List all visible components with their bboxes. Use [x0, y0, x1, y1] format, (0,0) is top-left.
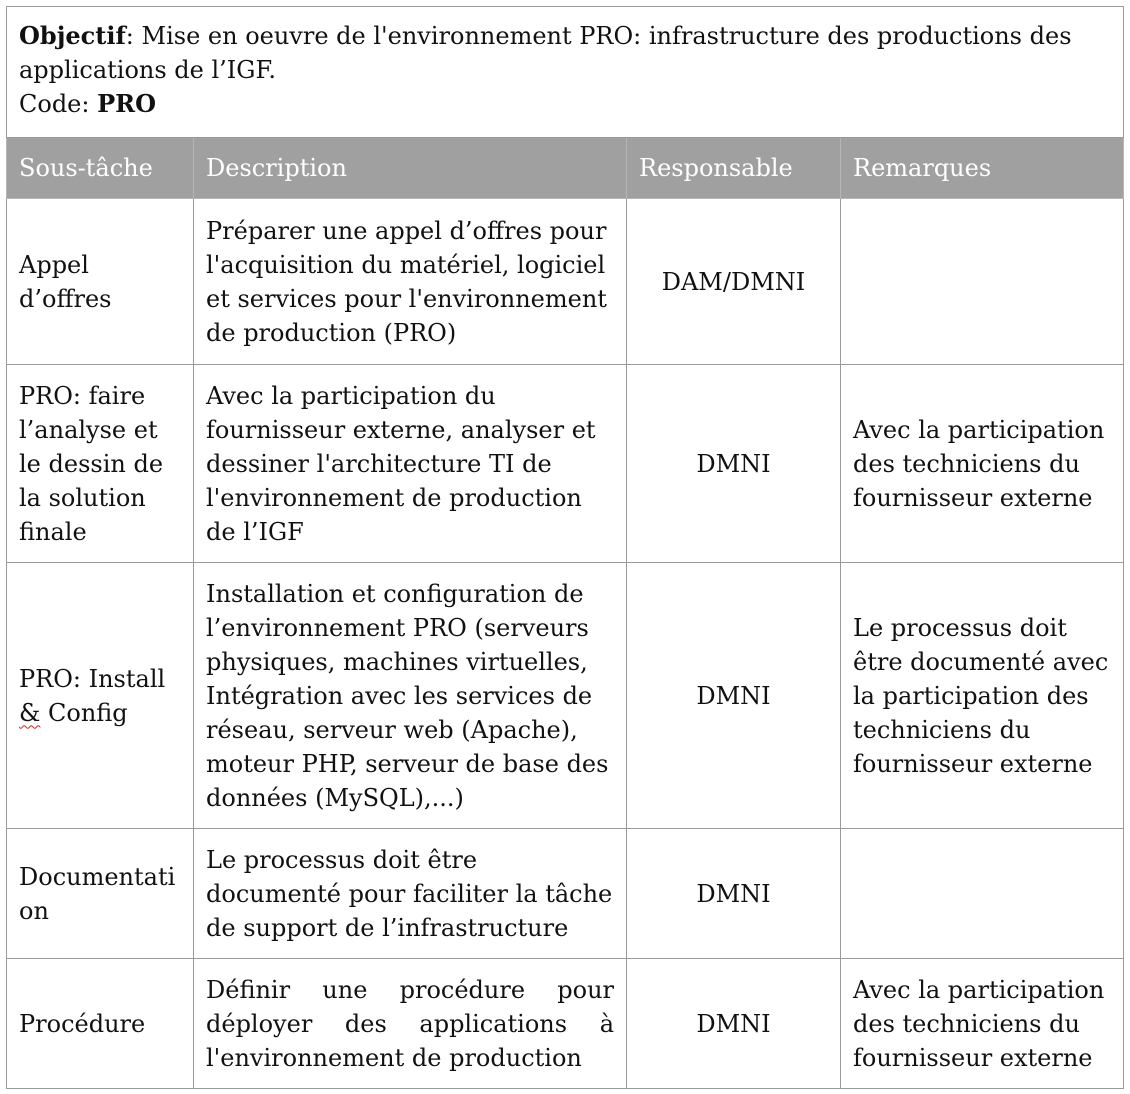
objective-cell	[7, 7, 1124, 138]
subtask-text: Config	[40, 698, 128, 727]
header-remarks: Remarques	[841, 138, 1124, 199]
row-responsible: DAM/DMNI	[627, 199, 841, 365]
table-row	[7, 829, 1124, 959]
row-subtask: Appel d’offres	[7, 199, 194, 365]
table-header-row	[7, 138, 1124, 199]
row-responsible: DMNI	[627, 365, 841, 563]
row-description: Préparer une appel d’offres pour l'acquisition du matériel, logiciel et services pour l'environnement de production (PRO)	[194, 199, 627, 365]
row-remarks	[841, 199, 1124, 365]
objective-label: Objectif	[19, 21, 126, 50]
row-subtask	[7, 829, 194, 959]
row-remarks	[841, 829, 1124, 959]
header-description: Description	[194, 138, 627, 199]
row-responsible: DMNI	[627, 829, 841, 959]
subtask-text: Documentati	[19, 862, 176, 891]
row-description: Le processus doit être documenté pour faciliter la tâche de support de l’infrastructure	[194, 829, 627, 959]
objective-text: Mise en oeuvre de l'environnement PRO: infrastructure des productions des applications de l’IGF.	[19, 22, 1072, 84]
objective-separator: :	[125, 22, 142, 50]
row-remarks: Avec la participation des techniciens du fournisseur externe	[841, 365, 1124, 563]
header-subtask: Sous-tâche	[7, 138, 194, 199]
row-description: Installation et configuration de l’environnement PRO (serveurs physiques, machines virtuelles, Intégration avec les services de réseau, serveur web (Apache), moteur PHP, serveur de base des données (MySQL),...)	[194, 563, 627, 829]
table-row	[7, 959, 1124, 1089]
row-description: Avec la participation du fournisseur externe, analyser et dessiner l'architecture TI de l'environnement de production de l’IGF	[194, 365, 627, 563]
code-value: PRO	[97, 89, 156, 118]
table-row	[7, 365, 1124, 563]
row-subtask: Procédure	[7, 959, 194, 1089]
subtask-text: PRO: Install	[19, 664, 166, 693]
row-responsible: DMNI	[627, 563, 841, 829]
row-responsible: DMNI	[627, 959, 841, 1089]
code-label: Code:	[19, 90, 98, 118]
header-responsible: Responsable	[627, 138, 841, 199]
row-subtask: PRO: faire l’analyse et le dessin de la solution finale	[7, 365, 194, 563]
spellcheck-flagged-word: &	[19, 698, 41, 727]
row-subtask	[7, 563, 194, 829]
table-row	[7, 199, 1124, 365]
row-description: Définir une procédure pour déployer des applications à l'environnement de production	[194, 959, 627, 1089]
table-row	[7, 563, 1124, 829]
document-page	[6, 6, 1123, 1086]
subtask-text: on	[19, 896, 49, 925]
objective-row	[7, 7, 1124, 138]
row-remarks: Le processus doit être documenté avec la participation des techniciens du fournisseur externe	[841, 563, 1124, 829]
task-table	[6, 6, 1124, 1089]
row-remarks: Avec la participation des techniciens du fournisseur externe	[841, 959, 1124, 1089]
